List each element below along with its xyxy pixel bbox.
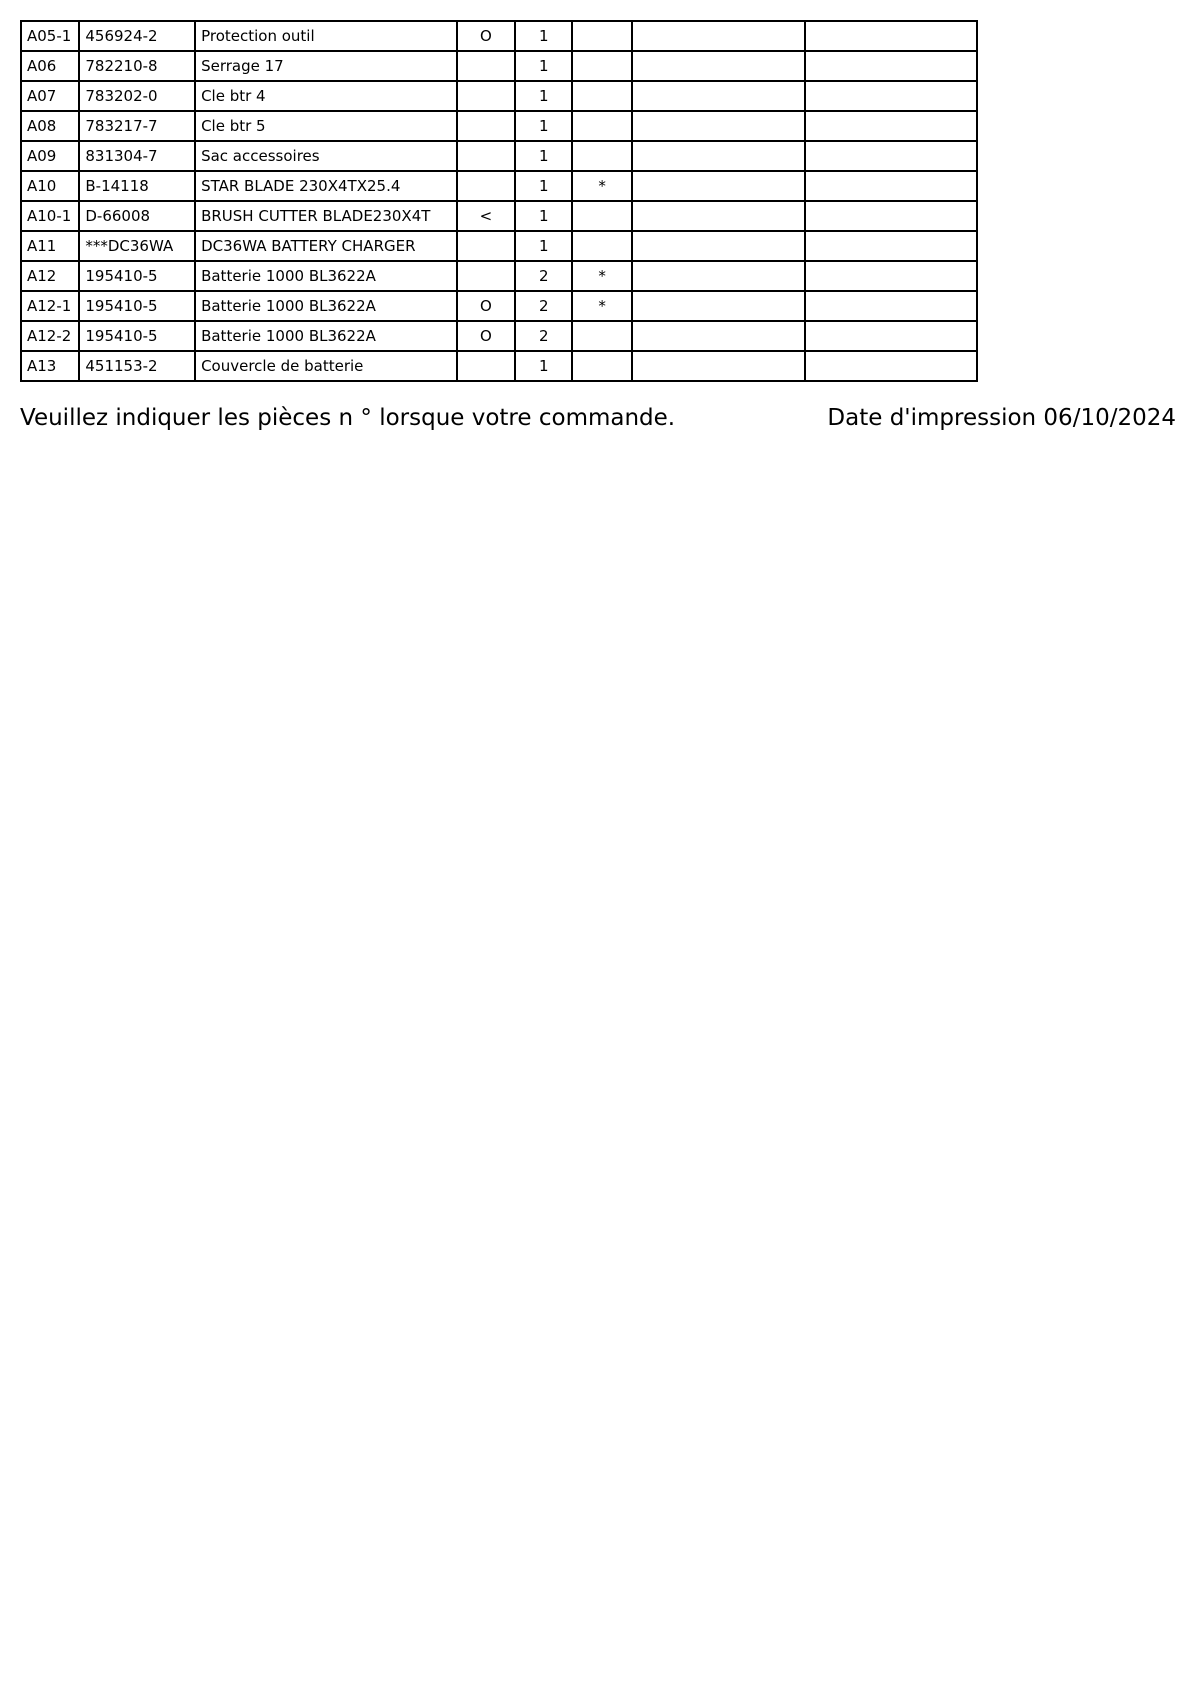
star-mark: * [572, 291, 631, 321]
blank-cell [805, 111, 977, 141]
blank-cell [805, 261, 977, 291]
blank-cell [805, 141, 977, 171]
blank-cell [632, 171, 805, 201]
table-row [21, 351, 977, 381]
table-row [21, 51, 977, 81]
table-row [21, 231, 977, 261]
part-description: Batterie 1000 BL3622A [195, 291, 457, 321]
part-number: 782210-8 [79, 51, 195, 81]
part-description: DC36WA BATTERY CHARGER [195, 231, 457, 261]
item-number: A12-2 [21, 321, 79, 351]
part-description: Cle btr 5 [195, 111, 457, 141]
parts-table [20, 20, 978, 382]
print-date: Date d'impression 06/10/2024 [827, 405, 1176, 431]
star-mark: * [572, 261, 631, 291]
option-mark [457, 81, 515, 111]
star-mark [572, 21, 631, 51]
part-description: Batterie 1000 BL3622A [195, 321, 457, 351]
blank-cell [632, 111, 805, 141]
star-mark [572, 81, 631, 111]
part-number: D-66008 [79, 201, 195, 231]
item-number: A08 [21, 111, 79, 141]
order-note: Veuillez indiquer les pièces n ° lorsque votre commande. [20, 405, 676, 431]
part-number: 451153-2 [79, 351, 195, 381]
part-number: B-14118 [79, 171, 195, 201]
blank-cell [805, 201, 977, 231]
blank-cell [632, 291, 805, 321]
item-number: A09 [21, 141, 79, 171]
star-mark [572, 321, 631, 351]
blank-cell [805, 171, 977, 201]
item-number: A12 [21, 261, 79, 291]
option-mark: O [457, 291, 515, 321]
table-row [21, 81, 977, 111]
option-mark [457, 231, 515, 261]
blank-cell [632, 141, 805, 171]
quantity: 1 [515, 231, 572, 261]
quantity: 1 [515, 111, 572, 141]
table-row [21, 201, 977, 231]
quantity: 1 [515, 171, 572, 201]
item-number: A10-1 [21, 201, 79, 231]
part-description: Batterie 1000 BL3622A [195, 261, 457, 291]
blank-cell [805, 351, 977, 381]
item-number: A07 [21, 81, 79, 111]
part-description: STAR BLADE 230X4TX25.4 [195, 171, 457, 201]
blank-cell [805, 51, 977, 81]
part-number: 831304-7 [79, 141, 195, 171]
blank-cell [632, 321, 805, 351]
part-description: BRUSH CUTTER BLADE230X4T [195, 201, 457, 231]
part-number: 195410-5 [79, 291, 195, 321]
blank-cell [632, 231, 805, 261]
quantity: 2 [515, 321, 572, 351]
blank-cell [632, 351, 805, 381]
option-mark [457, 111, 515, 141]
part-description: Serrage 17 [195, 51, 457, 81]
quantity: 1 [515, 81, 572, 111]
star-mark [572, 231, 631, 261]
star-mark [572, 111, 631, 141]
blank-cell [805, 21, 977, 51]
table-row [21, 321, 977, 351]
option-mark [457, 351, 515, 381]
part-number: 783217-7 [79, 111, 195, 141]
item-number: A10 [21, 171, 79, 201]
part-description: Couvercle de batterie [195, 351, 457, 381]
option-mark [457, 171, 515, 201]
item-number: A11 [21, 231, 79, 261]
item-number: A05-1 [21, 21, 79, 51]
quantity: 1 [515, 21, 572, 51]
part-description: Sac accessoires [195, 141, 457, 171]
part-number: 783202-0 [79, 81, 195, 111]
part-number: 195410-5 [79, 321, 195, 351]
part-number: 456924-2 [79, 21, 195, 51]
quantity: 1 [515, 51, 572, 81]
quantity: 2 [515, 261, 572, 291]
part-description: Cle btr 4 [195, 81, 457, 111]
blank-cell [632, 21, 805, 51]
star-mark [572, 51, 631, 81]
star-mark [572, 351, 631, 381]
blank-cell [805, 321, 977, 351]
option-mark: < [457, 201, 515, 231]
item-number: A13 [21, 351, 79, 381]
blank-cell [632, 81, 805, 111]
option-mark [457, 51, 515, 81]
table-row [21, 171, 977, 201]
star-mark [572, 201, 631, 231]
quantity: 1 [515, 201, 572, 231]
option-mark: O [457, 321, 515, 351]
table-row [21, 291, 977, 321]
option-mark [457, 141, 515, 171]
option-mark [457, 261, 515, 291]
blank-cell [805, 81, 977, 111]
quantity: 1 [515, 351, 572, 381]
table-row [21, 261, 977, 291]
star-mark [572, 141, 631, 171]
part-number: ***DC36WA [79, 231, 195, 261]
table-row [21, 21, 977, 51]
star-mark: * [572, 171, 631, 201]
blank-cell [805, 291, 977, 321]
item-number: A12-1 [21, 291, 79, 321]
blank-cell [632, 51, 805, 81]
quantity: 2 [515, 291, 572, 321]
blank-cell [632, 201, 805, 231]
option-mark: O [457, 21, 515, 51]
quantity: 1 [515, 141, 572, 171]
part-number: 195410-5 [79, 261, 195, 291]
part-description: Protection outil [195, 21, 457, 51]
table-row [21, 141, 977, 171]
item-number: A06 [21, 51, 79, 81]
blank-cell [632, 261, 805, 291]
blank-cell [805, 231, 977, 261]
table-row [21, 111, 977, 141]
